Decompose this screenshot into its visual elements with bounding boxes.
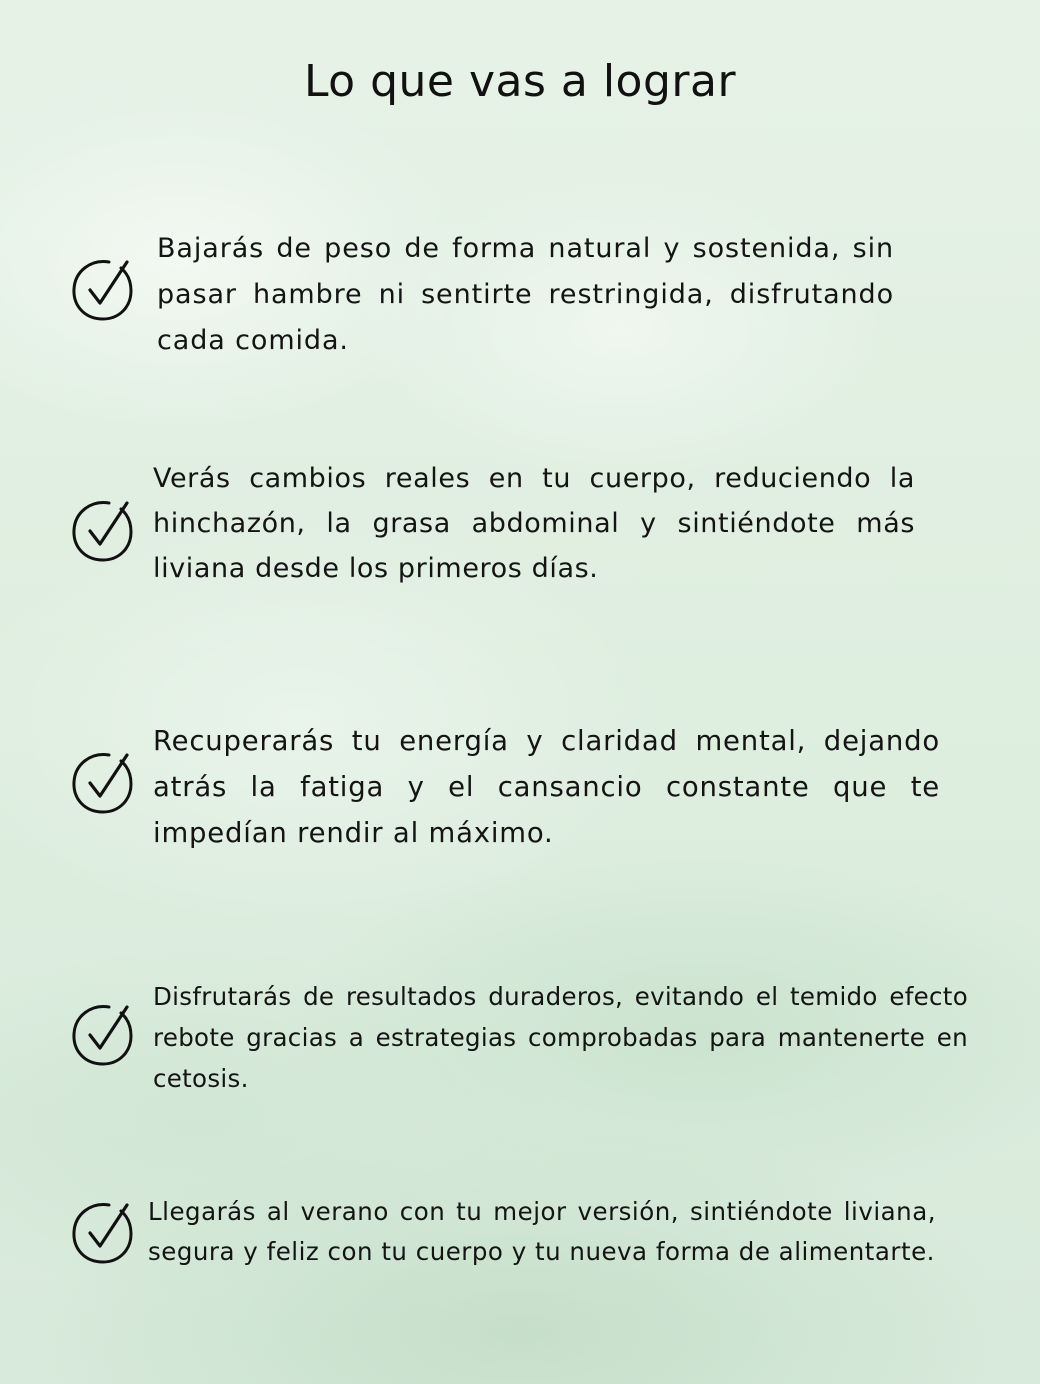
- check-circle-icon: [69, 749, 137, 817]
- page-title: Lo que vas a lograr: [303, 56, 737, 107]
- benefit-text: Recuperarás tu energía y claridad mental, dejando atrás la fatiga y el cansancio constante que te impedían rendir al máximo.: [153, 725, 940, 849]
- check-circle-icon: [69, 1199, 137, 1267]
- benefit-text: Disfrutarás de resultados duraderos, evitando el temido efecto rebote gracias a estrategias comprobadas para mantenerte en cetosis.: [153, 982, 968, 1093]
- benefit-text: Bajarás de peso de forma natural y sostenida, sin pasar hambre ni sentirte restringida, disfrutando cada comida.: [157, 233, 894, 356]
- check-circle-icon: [69, 497, 137, 565]
- benefit-text: Llegarás al verano con tu mejor versión, sintiéndote liviana, segura y feliz con tu cuerpo y tu nueva forma de alimentarte.: [148, 1197, 936, 1266]
- check-circle-icon: [69, 1001, 137, 1069]
- benefit-text: Verás cambios reales en tu cuerpo, reduciendo la hinchazón, la grasa abdominal y sintiéndote más liviana desde los primeros días.: [153, 463, 915, 584]
- check-circle-icon: [69, 256, 137, 324]
